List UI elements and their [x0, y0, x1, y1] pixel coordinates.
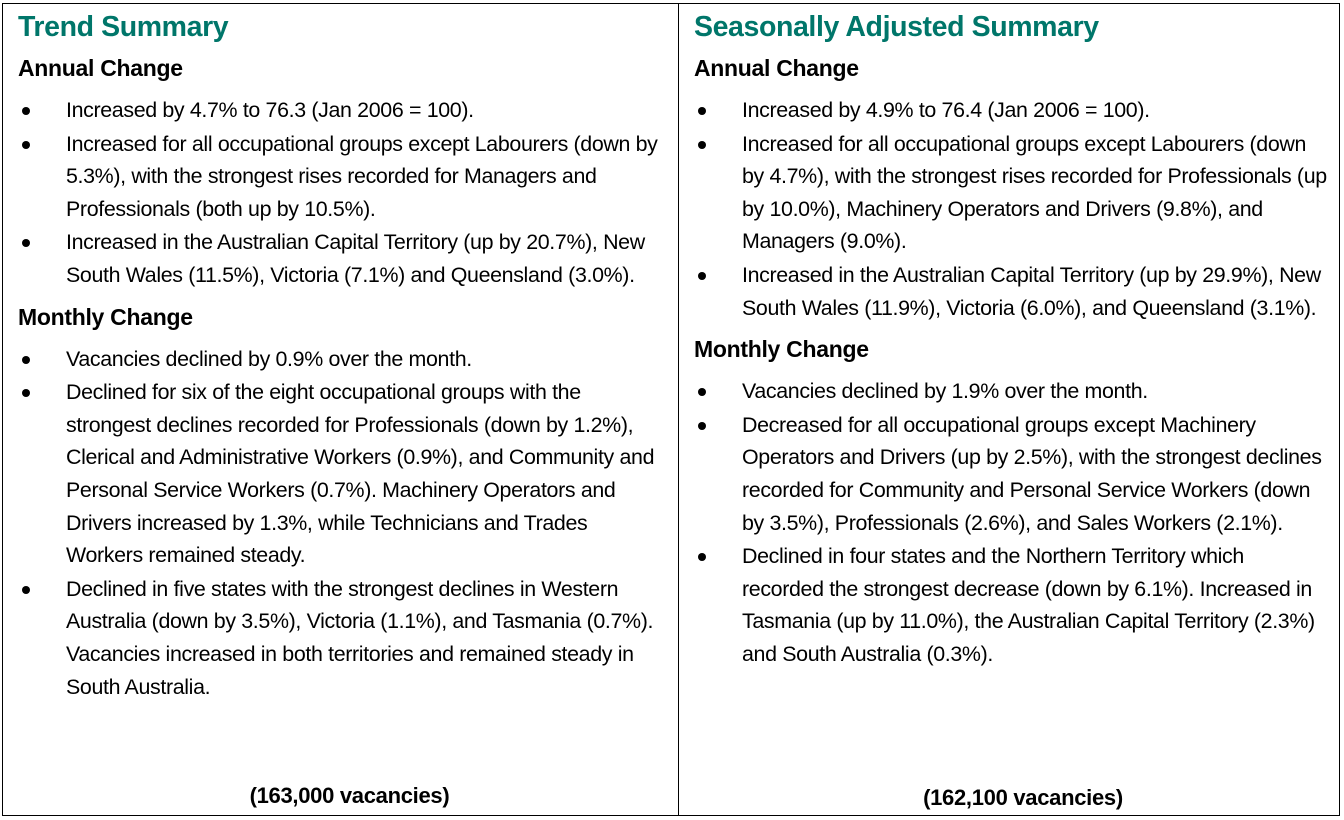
list-item-text: Vacancies declined by 1.9% over the month. [742, 379, 1148, 404]
trend-monthly-change-list [18, 343, 668, 704]
bullet-icon [22, 356, 30, 364]
bullet-icon [698, 141, 706, 149]
list-item-text: Declined in five states with the strongest declines in Western Australia (down by 3.5%), Victoria (1.1%), and Tasmania (0.7%). Vacancies increased in both territories and remained steady in South Australia. [66, 576, 654, 699]
list-item [694, 259, 1329, 324]
list-item [694, 409, 1329, 539]
bullet-icon [698, 388, 706, 396]
list-item-text: Declined for six of the eight occupational groups with the strongest declines recorded for Professionals (down by 1.2%), Clerical and Administrative Workers (0.9%), and Community and Personal Service Workers (0.7%). Machinery Operators and Drivers increased by 1.3%, while Technicians and Trades Workers remained steady. [66, 380, 655, 568]
list-item [18, 573, 668, 703]
list-item [694, 94, 1329, 127]
list-item [694, 375, 1329, 408]
seasonal-annual-change-list [694, 94, 1329, 324]
bullet-icon [22, 141, 30, 149]
bullet-icon [22, 107, 30, 115]
trend-vacancies-total: (163,000 vacancies) [249, 783, 450, 808]
list-item-text: Increased by 4.9% to 76.4 (Jan 2006 = 100). [742, 98, 1150, 122]
list-item [18, 343, 668, 376]
summary-table [2, 3, 1340, 816]
list-item [18, 226, 668, 291]
list-item-text: Increased for all occupational groups except Labourers (down by 5.3%), with the strongest rises recorded for Managers and Professionals (both up by 10.5%). [66, 131, 658, 221]
list-item-text: Decreased for all occupational groups except Machinery Operators and Drivers (up by 2.5%), with the strongest declines recorded for Community and Personal Service Workers (down by 3.5%), Professionals (2.6%), and Sales Workers (2.1%). [742, 412, 1322, 535]
seasonal-vacancies-total: (162,100 vacancies) [923, 785, 1123, 810]
seasonal-summary-title: Seasonally Adjusted Summary [694, 11, 1099, 43]
list-item-text: Increased by 4.7% to 76.3 (Jan 2006 = 100). [66, 98, 474, 122]
seasonal-monthly-change-list [694, 375, 1329, 670]
list-item [694, 540, 1329, 670]
bullet-icon [698, 272, 706, 280]
trend-summary-column [3, 4, 679, 815]
bullet-icon [22, 239, 30, 247]
trend-annual-change-heading: Annual Change [18, 55, 183, 81]
list-item [18, 128, 668, 226]
bullet-icon [22, 586, 30, 594]
list-item [18, 376, 668, 572]
list-item-text: Increased in the Australian Capital Territory (up by 29.9%), New South Wales (11.9%), Victoria (6.0%), and Queensland (3.1%). [742, 262, 1321, 320]
seasonally-adjusted-summary-column [679, 4, 1339, 815]
list-item [694, 128, 1329, 258]
list-item-text: Increased in the Australian Capital Territory (up by 20.7%), New South Wales (11.5%), Victoria (7.1%) and Queensland (3.0%). [66, 230, 645, 287]
seasonal-monthly-change-heading: Monthly Change [694, 336, 869, 363]
trend-annual-change-list [18, 94, 668, 292]
bullet-icon [698, 422, 706, 430]
trend-summary-title: Trend Summary [18, 11, 229, 43]
list-item [18, 94, 668, 127]
bullet-icon [698, 553, 706, 561]
trend-monthly-change-heading: Monthly Change [18, 303, 193, 330]
bullet-icon [698, 107, 706, 115]
list-item-text: Vacancies declined by 0.9% over the month. [66, 346, 472, 371]
seasonal-annual-change-heading: Annual Change [694, 55, 859, 81]
list-item-text: Increased for all occupational groups except Labourers (down by 4.7%), with the strongest rises recorded for Professionals (up by 10.0%), Machinery Operators and Drivers (9.8%), and Managers (9.0%). [742, 131, 1327, 254]
list-item-text: Declined in four states and the Northern Territory which recorded the strongest decrease (down by 6.1%). Increased in Tasmania (up by 11.0%), the Australian Capital Territory (2.3%) and South Australia (0.3%). [742, 544, 1315, 666]
bullet-icon [22, 389, 30, 397]
